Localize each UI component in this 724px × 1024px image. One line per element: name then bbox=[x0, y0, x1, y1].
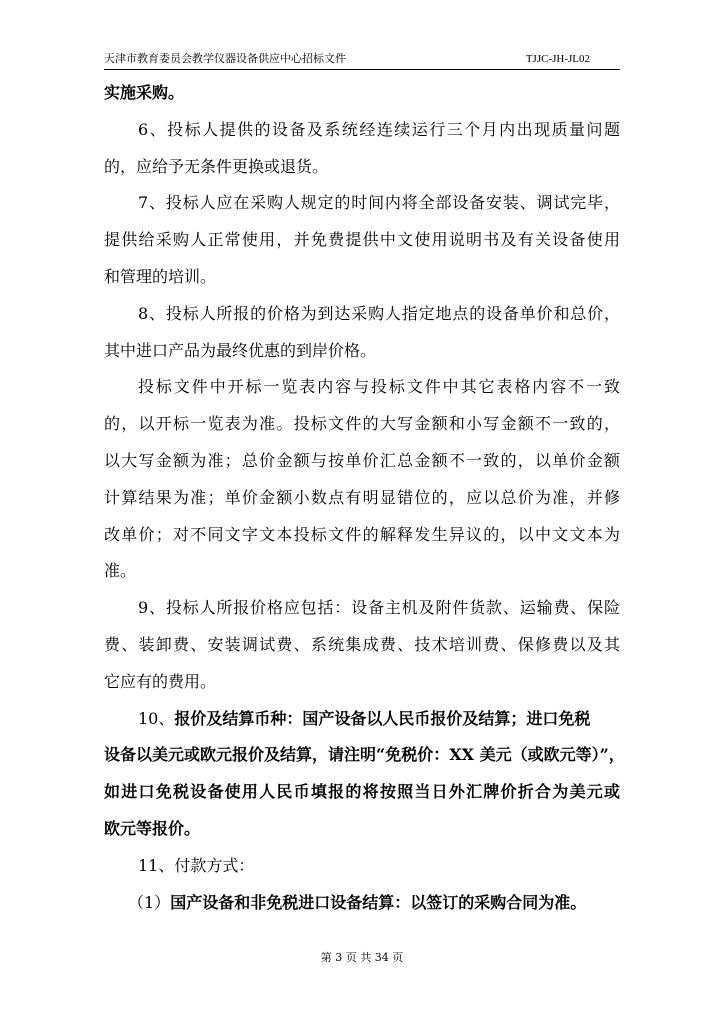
page-footer: 第 3 页 共 34 页 bbox=[320, 951, 404, 964]
paragraph-line: 设备以美元或欧元报价及结算，请注明“免税价：XX 美元（或欧元等）”， bbox=[104, 745, 625, 765]
paragraph-line: 准。 bbox=[104, 561, 137, 581]
paragraph-line: 6、投标人提供的设备及系统经连续运行三个月内出现质量问题 bbox=[138, 119, 620, 139]
item-number: （1） bbox=[128, 892, 171, 912]
paragraph-line: 如进口免税设备使用人民币填报的将按照当日外汇牌价折合为美元或 bbox=[104, 782, 620, 802]
paragraph-line: 其中进口产品为最终优惠的到岸价格。 bbox=[104, 340, 377, 360]
paragraph-line: 费、装卸费、安装调试费、系统集成费、技术培训费、保修费以及其 bbox=[104, 634, 620, 654]
paragraph-line: 计算结果为准；单价金额小数点有明显错位的，应以总价为准，并修 bbox=[104, 487, 620, 507]
paragraph-line: 改单价；对不同文字文本投标文件的解释发生异议的，以中文文本为 bbox=[104, 524, 620, 544]
header-doc-code: TJJC-JH-JL02 bbox=[525, 53, 590, 65]
paragraph-line: 投标文件中开标一览表内容与投标文件中其它表格内容不一致 bbox=[138, 377, 620, 397]
paragraph-line: 的，应给予无条件更换或退货。 bbox=[104, 156, 329, 176]
item-text-bold: 报价及结算币种：国产设备以人民币报价及结算；进口免税 bbox=[174, 708, 591, 728]
paragraph-line bbox=[104, 701, 620, 738]
paragraph-line: 以大写金额为准；总价金额与按单价汇总金额不一致的，以单价金额 bbox=[104, 450, 620, 470]
paragraph-line: 欧元等报价。 bbox=[104, 818, 201, 838]
item-text-bold: 国产设备和非免税进口设备结算：以签订的采购合同为准。 bbox=[170, 892, 587, 912]
paragraph-line: 8、投标人所报的价格为到达采购人指定地点的设备单价和总价， bbox=[138, 303, 620, 323]
paragraph-line: 和管理的培训。 bbox=[104, 266, 217, 286]
paragraph-line: 9、投标人所报价格应包括：设备主机及附件货款、运输费、保险 bbox=[138, 598, 620, 618]
paragraph-line bbox=[104, 885, 620, 922]
paragraph-line: 它应有的费用。 bbox=[104, 671, 217, 691]
paragraph-line: 11、付款方式： bbox=[138, 855, 255, 875]
paragraph-line: 的，以开标一览表为准。投标文件的大写金额和小写金额不一致的， bbox=[104, 414, 620, 434]
paragraph-line: 7、投标人应在采购人规定的时间内将全部设备安装、调试完毕， bbox=[138, 193, 620, 213]
document-body bbox=[104, 75, 625, 921]
paragraph-line: 提供给采购人正常使用，并免费提供中文使用说明书及有关设备使用 bbox=[104, 230, 620, 250]
item-number: 10、 bbox=[138, 708, 175, 728]
page-header bbox=[104, 52, 620, 70]
header-title: 天津市教育委员会教学仪器设备供应中心招标文件 bbox=[104, 52, 346, 65]
paragraph-line: 实施采购。 bbox=[104, 83, 185, 102]
